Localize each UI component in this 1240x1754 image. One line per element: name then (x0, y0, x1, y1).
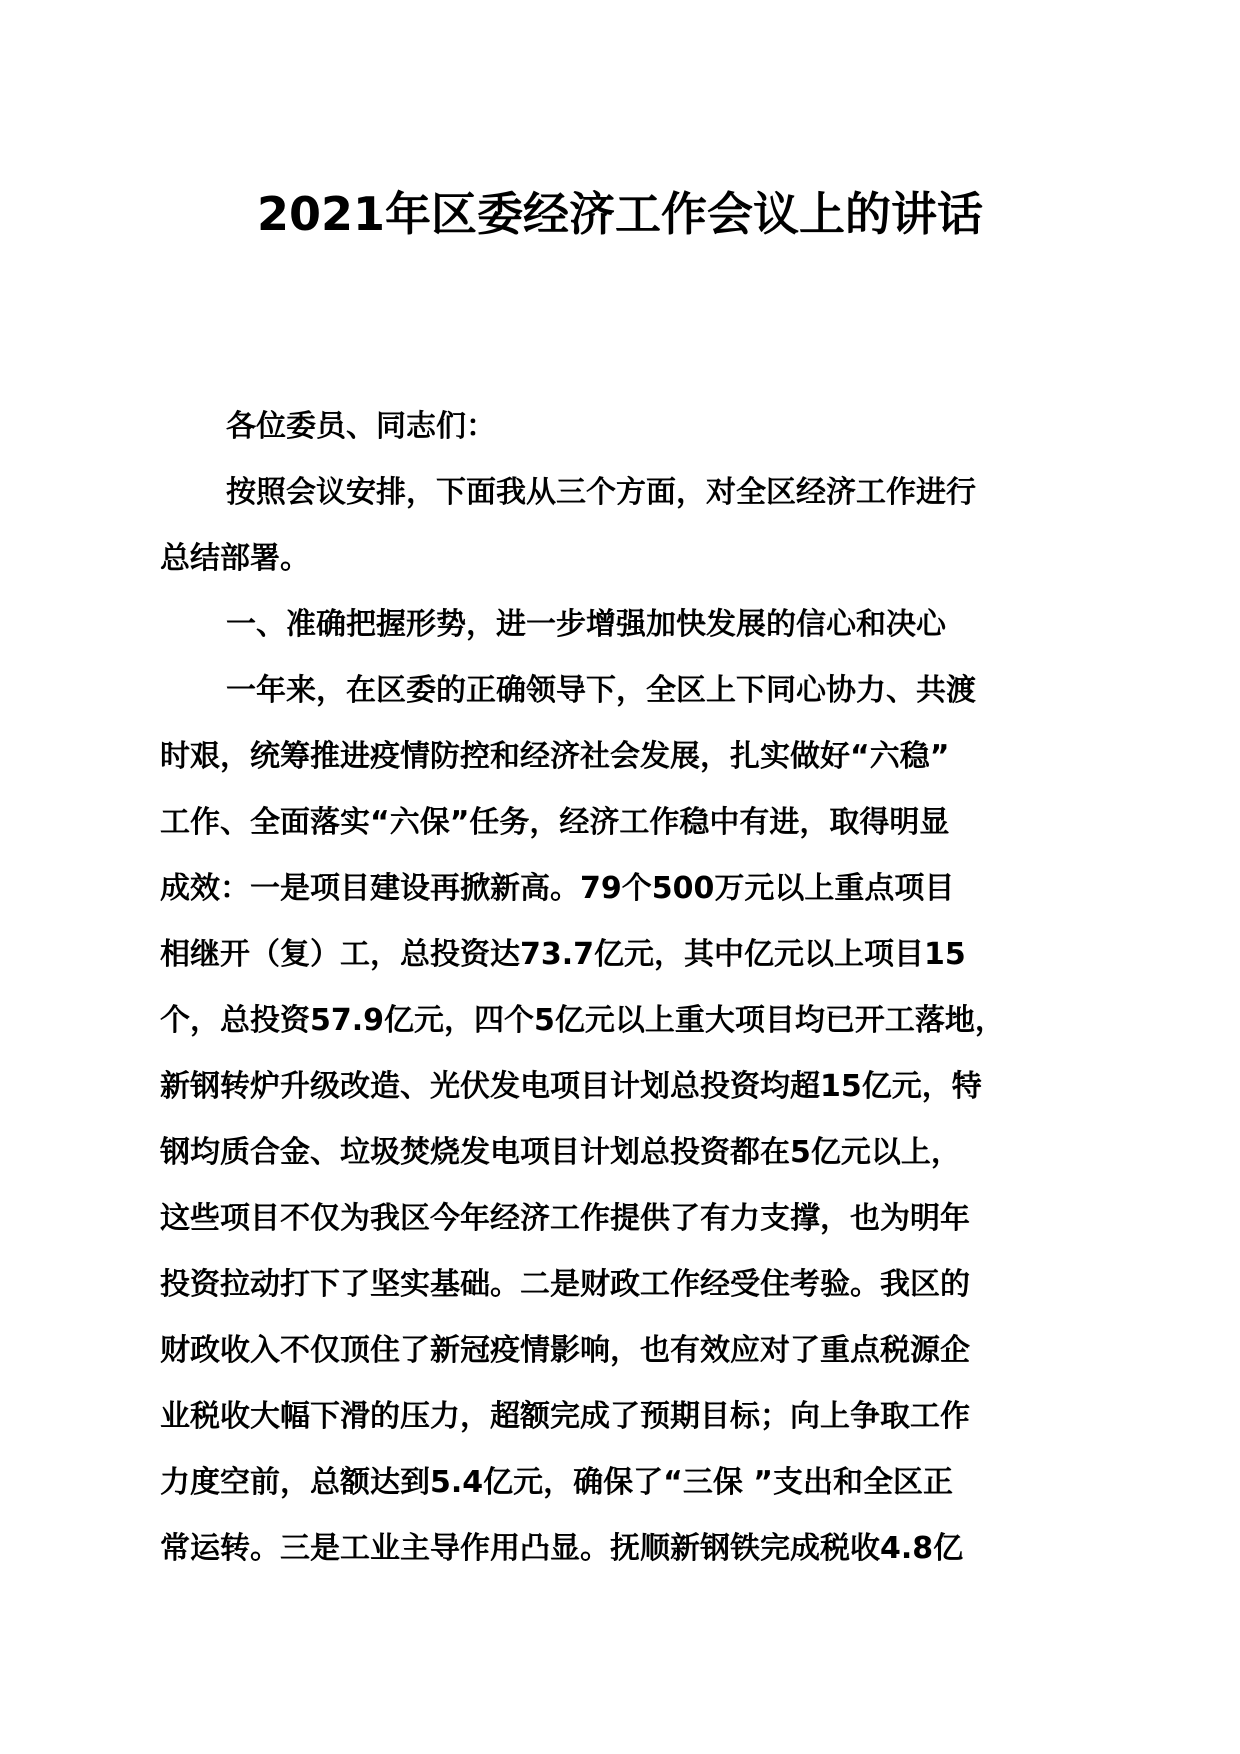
text-line: 按照会议安排，下面我从三个方面，对全区经济工作进行 (226, 475, 976, 510)
text-line: 财政收入不仅顶住了新冠疫情影响，也有效应对了重点税源企 (160, 1333, 970, 1368)
text-line: 力度空前，总额达到5.4亿元，确保了“三保 ”支出和全区正 (160, 1465, 954, 1500)
text-line: 成效：一是项目建设再掀新高。79个500万元以上重点项目 (160, 871, 955, 906)
text-line: 工作、全面落实“六保”任务，经济工作稳中有进，取得明显 (160, 805, 950, 840)
text-line: 相继开（复）工，总投资达73.7亿元，其中亿元以上项目15 (160, 937, 966, 972)
document-body (160, 394, 1120, 1582)
text-line: 总结部署。 (160, 541, 310, 576)
text-line: 业税收大幅下滑的压力，超额完成了预期目标；向上争取工作 (160, 1399, 970, 1434)
text-line: 钢均质合金、垃圾焚烧发电项目计划总投资都在5亿元以上， (160, 1135, 961, 1170)
text-line: 各位委员、同志们： (226, 409, 496, 444)
text-line: 一年来，在区委的正确领导下，全区上下同心协力、共渡 (226, 673, 976, 708)
text-line: 时艰，统筹推进疫情防控和经济社会发展，扎实做好“六稳” (160, 739, 950, 774)
text-line: 个，总投资57.9亿元，四个5亿元以上重大项目均已开工落地， (160, 1003, 1005, 1038)
text-line: 新钢转炉升级改造、光伏发电项目计划总投资均超15亿元，特 (160, 1069, 982, 1104)
text-line: 投资拉动打下了坚实基础。二是财政工作经受住考验。我区的 (160, 1267, 970, 1302)
text-line: 常运转。三是工业主导作用凸显。抚顺新钢铁完成税收4.8亿 (160, 1531, 964, 1566)
section-heading: 一、准确把握形势，进一步增强加快发展的信心和决心 (226, 607, 946, 642)
document-title: 2021年区委经济工作会议上的讲话 (256, 187, 984, 241)
text-line: 这些项目不仅为我区今年经济工作提供了有力支撑，也为明年 (160, 1201, 970, 1236)
